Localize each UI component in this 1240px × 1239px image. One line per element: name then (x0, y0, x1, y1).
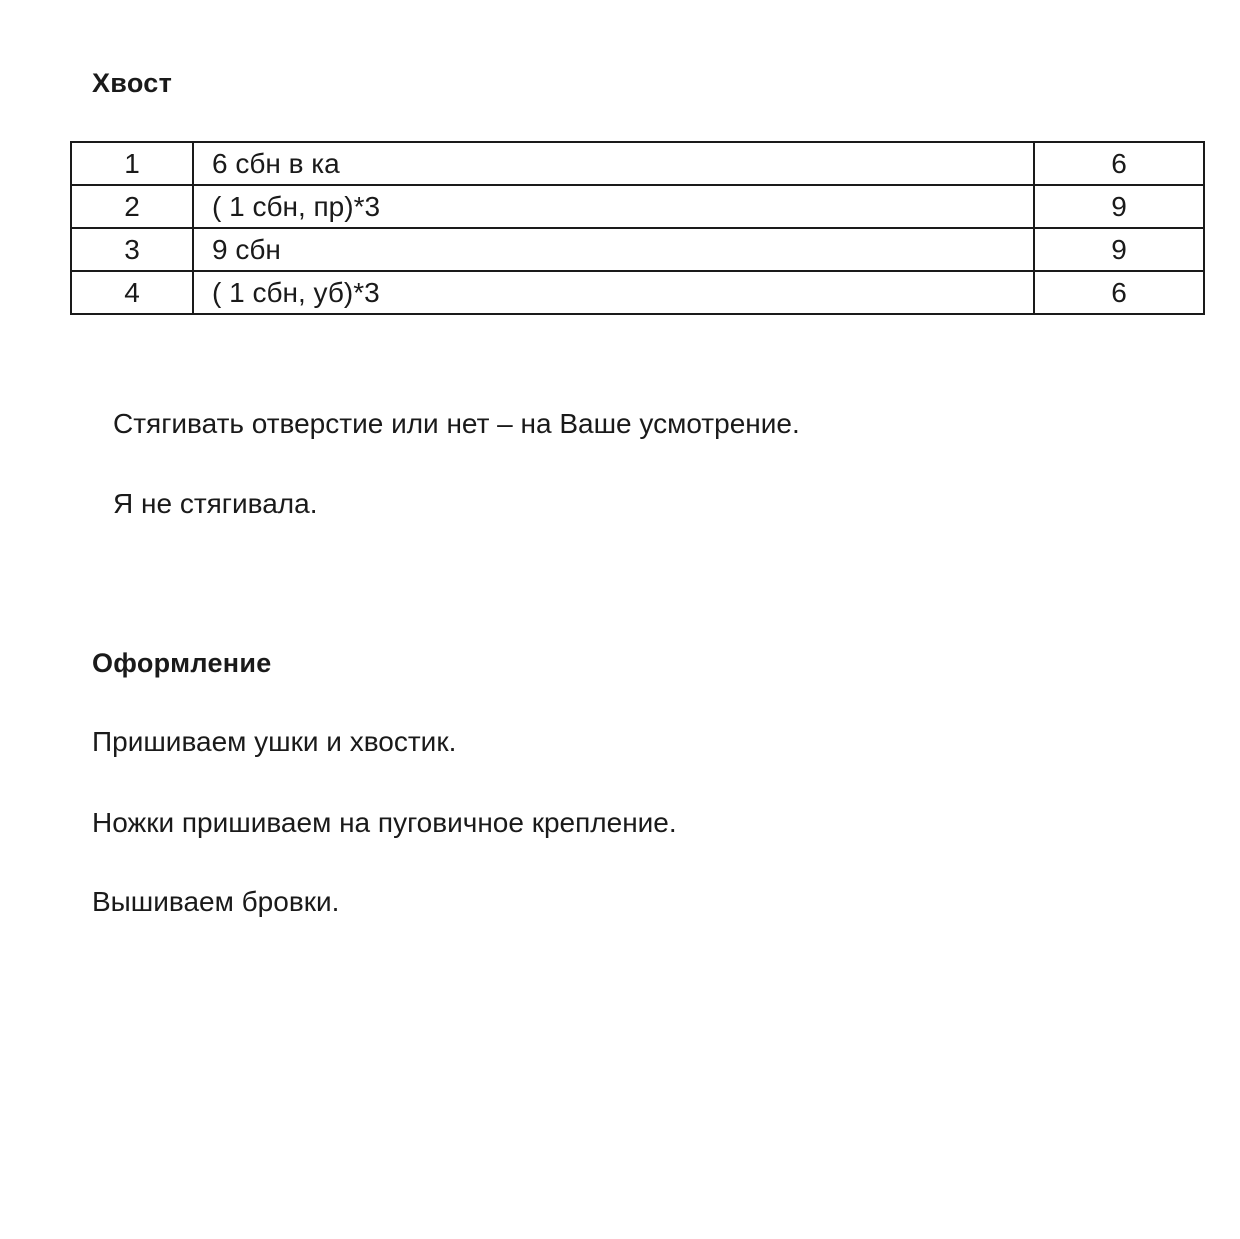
row-number-cell: 4 (71, 271, 193, 314)
design-step: Вышиваем бровки. (92, 886, 340, 917)
table-row (71, 185, 1204, 228)
tail-section-heading: Хвост (92, 68, 173, 98)
table-row (71, 142, 1204, 185)
stitch-count-cell: 6 (1034, 271, 1204, 314)
design-section-heading: Оформление (92, 648, 272, 678)
row-number-cell: 1 (71, 142, 193, 185)
stitch-count-cell: 6 (1034, 142, 1204, 185)
note-line: Я не стягивала. (113, 488, 318, 519)
design-step: Пришиваем ушки и хвостик. (92, 726, 457, 757)
note-line: Стягивать отверстие или нет – на Ваше усмотрение. (113, 408, 800, 439)
table-row (71, 271, 1204, 314)
instruction-cell: 6 сбн в ка (193, 142, 1034, 185)
instruction-cell: ( 1 сбн, уб)*3 (193, 271, 1034, 314)
stitch-count-cell: 9 (1034, 228, 1204, 271)
stitch-count-cell: 9 (1034, 185, 1204, 228)
row-number-cell: 3 (71, 228, 193, 271)
table-row (71, 228, 1204, 271)
instruction-cell: 9 сбн (193, 228, 1034, 271)
tail-rows-table (70, 141, 1205, 315)
row-number-cell: 2 (71, 185, 193, 228)
instruction-cell: ( 1 сбн, пр)*3 (193, 185, 1034, 228)
design-step: Ножки пришиваем на пуговичное крепление. (92, 807, 677, 838)
